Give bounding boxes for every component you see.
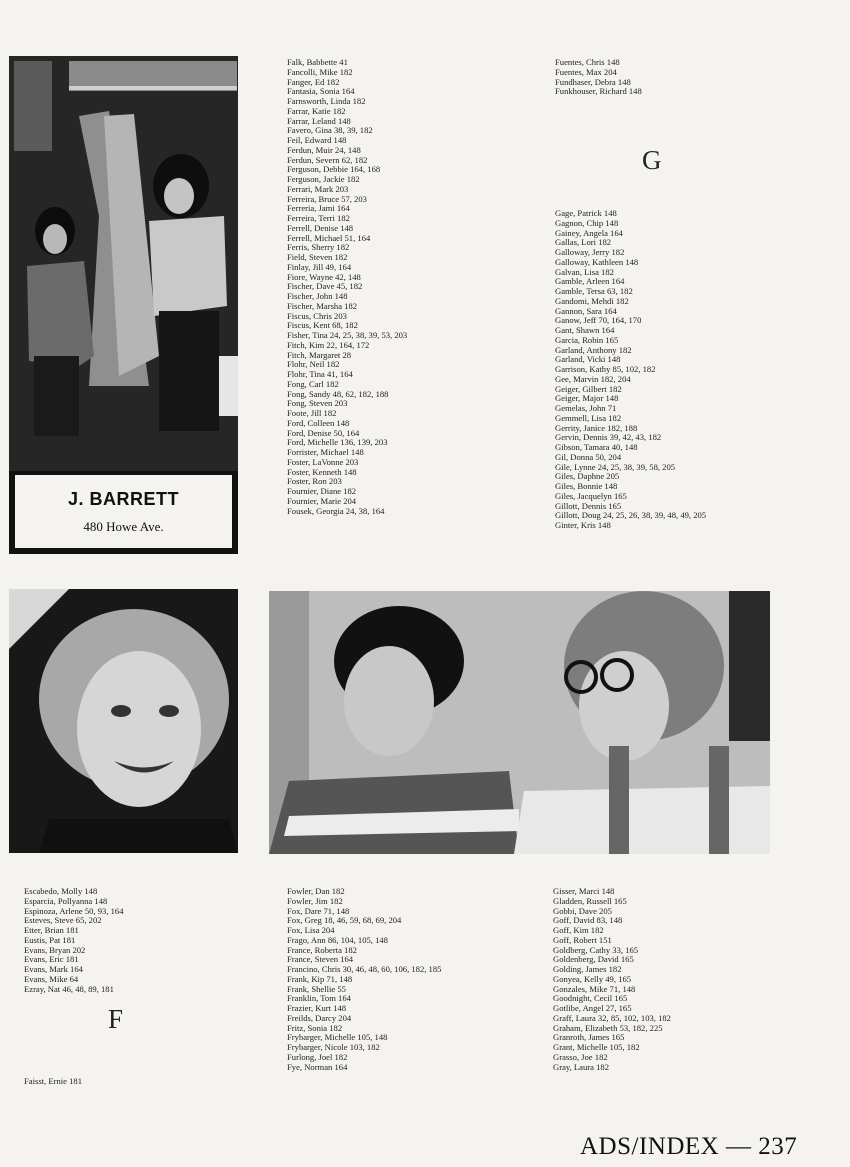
index-entry: Goodnight, Cecil 165 (553, 993, 628, 1004)
index-entry: Ferreira, Bruce 57, 203 (287, 193, 367, 204)
index-entry: Goff, Robert 151 (553, 934, 612, 945)
index-entry: Evans, Mike 64 (24, 973, 79, 984)
ad-photo (9, 56, 238, 471)
index-entry: Fong, Carl 182 (287, 378, 339, 389)
index-entry: Giles, Jacquelyn 165 (555, 490, 627, 501)
index-entry: Fye, Norman 164 (287, 1061, 348, 1072)
index-column-left-bottom (24, 887, 124, 994)
index-entry: Fitch, Margaret 28 (287, 349, 352, 360)
index-entry: Ferrell, Michael 51, 164 (287, 232, 371, 243)
index-entry: Frank, Kip 71, 148 (287, 973, 353, 984)
index-entry: Gerrity, Janice 182, 188 (555, 422, 638, 433)
index-entry: Gannon, Sara 164 (555, 305, 617, 316)
index-entry: Flohr, Tina 41, 164 (287, 369, 353, 379)
index-entry: Farrar, Leland 148 (287, 115, 351, 126)
index-entry: Francino, Chris 30, 46, 48, 60, 106, 182, 185 (287, 964, 442, 974)
index-entry: Funkhouser, Richard 148 (555, 86, 642, 97)
index-entry: Goff, David 83, 148 (553, 915, 623, 926)
index-entry: Fuentes, Max 204 (555, 66, 617, 77)
index-entry: Frank, Shellie 55 (287, 983, 346, 994)
index-entry: Foote, Jill 182 (287, 408, 337, 418)
index-entry: Falk, Babbette 41 (287, 57, 348, 67)
index-entry: Ford, Denise 50, 164 (287, 427, 360, 438)
index-entry: Ferris, Sherry 182 (287, 242, 350, 253)
index-entry: Ferguson, Jackie 182 (287, 174, 360, 184)
index-entry: Espinoza, Arlene 50, 93, 164 (24, 905, 124, 916)
index-entry: Fanger, Ed 182 (287, 76, 340, 87)
index-entry: Gage, Patrick 148 (555, 208, 617, 218)
index-entry: Gray, Laura 182 (553, 1061, 609, 1072)
index-entry: Golding, James 182 (553, 964, 622, 974)
index-entry: Fischer, John 148 (287, 291, 348, 301)
index-entry: Furlong, Joel 182 (287, 1051, 348, 1062)
index-entry: Gibson, Tamara 40, 148 (555, 442, 638, 452)
index-entry: Gagnon, Chip 148 (555, 217, 619, 228)
index-entry: Gamble, Tersa 63, 182 (555, 286, 633, 296)
index-entry: Gemelas, John 71 (555, 403, 617, 413)
index-entry: Feil, Edward 148 (287, 135, 347, 145)
index-entry: Esteves, Steve 65, 202 (24, 915, 102, 926)
page-footer: ADS/INDEX — 237 (580, 1133, 798, 1160)
index-entry: Granroth, James 165 (553, 1032, 625, 1043)
index-entry: Field, Steven 182 (287, 252, 348, 262)
index-entry: Frybarger, Michelle 105, 148 (287, 1032, 388, 1043)
portrait-photo-image (9, 589, 238, 853)
index-entry: Ginter, Kris 148 (555, 520, 611, 530)
index-entry: Fisher, Tina 24, 25, 38, 39, 53, 203 (287, 330, 408, 340)
index-entry: Etter, Brian 181 (24, 925, 79, 935)
index-entry: Gladden, Russell 165 (553, 895, 627, 906)
index-entry: Foster, LaVonne 203 (287, 456, 359, 467)
index-entry: Garland, Anthony 182 (555, 344, 632, 355)
index-entry: Fox, Dare 71, 148 (287, 905, 350, 916)
index-entry: Gillott, Dennis 165 (555, 500, 622, 511)
index-entry: Franklin, Tom 164 (287, 993, 351, 1004)
index-entry: Fournier, Marie 204 (287, 495, 357, 506)
index-entry: Gile, Lynne 24, 25, 38, 39, 58, 205 (555, 461, 676, 472)
section-letter-f: F (108, 1004, 124, 1034)
index-entry: Fowler, Jim 182 (287, 895, 343, 906)
index-entry: France, Roberta 182 (287, 944, 357, 955)
index-entry: Fiscus, Kent 68, 182 (287, 320, 358, 331)
index-entry: Geiger, Gilbert 182 (555, 383, 622, 394)
index-entry: Gotlibe, Angel 27, 165 (553, 1003, 632, 1013)
index-entry: Garcia, Robin 165 (555, 334, 619, 345)
index-entry: Fournier, Diane 182 (287, 486, 357, 496)
index-entry: Galloway, Kathleen 148 (555, 256, 639, 267)
index-entry: Ferreira, Terri 182 (287, 213, 350, 223)
index-entry: Evans, Mark 164 (24, 964, 83, 974)
index-entry: Fundhaser, Debra 148 (555, 76, 631, 87)
index-entry: Farrar, Katie 182 (287, 105, 346, 116)
index-entry: Foster, Kenneth 148 (287, 466, 357, 477)
index-column-mid-bottom (287, 887, 441, 1072)
index-entry: Eustis, Pat 181 (24, 934, 76, 945)
index-entry: Esparcia, Pollyanna 148 (24, 895, 108, 906)
index-entry: Fong, Sandy 48, 62, 182, 188 (287, 388, 389, 399)
index-entry: Geiger, Major 148 (555, 393, 619, 404)
index-entry: Goldberg, Cathy 33, 165 (553, 944, 639, 955)
index-entry: Goldenberg, David 165 (553, 954, 634, 965)
index-entry: Garrison, Kathy 85, 102, 182 (555, 364, 656, 374)
index-entry: Ford, Michelle 136, 139, 203 (287, 437, 388, 448)
index-entry: Forrister, Michael 148 (287, 447, 364, 457)
index-entry: Evans, Bryan 202 (24, 944, 86, 955)
index-entry: Fritz, Sonia 182 (287, 1022, 343, 1033)
index-entry: Fox, Lisa 204 (287, 925, 335, 935)
index-entry: Ferreria, Jami 164 (287, 203, 350, 214)
index-entry: Gee, Marvin 182, 204 (555, 373, 631, 384)
index-entry: Galloway, Jerry 182 (555, 247, 625, 257)
index-entry: Ferguson, Debbie 164, 168 (287, 164, 381, 175)
index-entry: Gallas, Lori 182 (555, 237, 612, 248)
students-photo (269, 591, 770, 854)
index-entry: Fancolli, Mike 182 (287, 66, 353, 77)
index-entry: Foster, Ron 203 (287, 476, 342, 487)
index-entry: Fowler, Dan 182 (287, 886, 345, 896)
ad-photo-image (9, 56, 238, 471)
index-entry: Gamble, Arleen 164 (555, 276, 625, 287)
index-entry: Gobbi, Dave 205 (553, 905, 612, 916)
index-column-right-top-b (555, 209, 706, 531)
index-entry: Gemmell, Lisa 182 (555, 412, 622, 423)
index-entry: Evans, Eric 181 (24, 954, 79, 965)
index-entry: Flohr, Neil 182 (287, 359, 340, 370)
index-entry: Ferdun, Muir 24, 148 (287, 144, 361, 155)
index-column-left-bottom-b (24, 1077, 82, 1087)
index-entry: Gervin, Dennis 39, 42, 43, 182 (555, 432, 662, 443)
index-entry: Graham, Elizabeth 53, 182, 225 (553, 1022, 663, 1033)
index-entry: Gisser, Marci 148 (553, 886, 615, 896)
index-entry: Fousek, Georgia 24, 38, 164 (287, 505, 385, 516)
ad-sign (15, 475, 232, 548)
index-entry: Ford, Colleen 148 (287, 417, 350, 428)
index-entry: Favero, Gina 38, 39, 182 (287, 125, 373, 136)
index-entry: Gonyea, Kelly 49, 165 (553, 973, 632, 984)
index-column-right-bottom (553, 887, 671, 1072)
index-entry: Ezray, Nat 46, 48, 89, 181 (24, 983, 114, 994)
index-entry: Gillott, Doug 24, 25, 26, 38, 39, 48, 49, 205 (555, 510, 707, 521)
index-entry: Gil, Donna 50, 204 (555, 451, 622, 462)
index-entry: Frazier, Kurt 148 (287, 1003, 347, 1013)
index-entry: Giles, Daphne 205 (555, 471, 620, 482)
students-photo-image (269, 591, 770, 854)
index-entry: Farnsworth, Linda 182 (287, 96, 366, 106)
index-entry: Gainey, Angela 164 (555, 227, 623, 238)
advertisement (9, 56, 238, 554)
section-letter-g: G (642, 145, 662, 175)
index-column-right-top-a (555, 58, 642, 97)
index-entry: Finlay, Jill 49, 164 (287, 261, 352, 272)
index-entry: Ferrell, Denise 148 (287, 222, 354, 233)
index-entry: Grasso, Joe 182 (553, 1051, 608, 1062)
index-entry: Goff, Kim 182 (553, 925, 604, 935)
index-entry: Garland, Vicki 148 (555, 354, 621, 365)
index-entry: Frybarger, Nicole 103, 182 (287, 1042, 380, 1052)
index-entry: Galvan, Lisa 182 (555, 266, 614, 277)
index-entry: Fantasia, Sonia 164 (287, 86, 355, 97)
index-entry: Gant, Shawn 164 (555, 325, 615, 335)
index-entry: Ganow, Jeff 70, 164, 170 (555, 315, 642, 326)
index-entry: France, Steven 164 (287, 954, 354, 965)
index-entry: Fischer, Marsha 182 (287, 300, 358, 311)
ad-business-name: J. BARRETT (67, 489, 179, 509)
index-entry: Fiore, Wayne 42, 148 (287, 271, 361, 282)
index-entry: Graff, Laura 32, 85, 102, 103, 182 (553, 1012, 671, 1023)
index-entry: Gandomi, Mehdi 182 (555, 295, 629, 306)
index-column-mid-top (287, 58, 407, 516)
index-entry: Escabedo, Molly 148 (24, 886, 98, 896)
index-entry: Giles, Bonnie 148 (555, 481, 618, 491)
index-entry: Fuentes, Chris 148 (555, 57, 620, 67)
index-entry: Faisst, Ernie 181 (24, 1076, 83, 1086)
index-entry: Ferrari, Mark 203 (287, 183, 349, 194)
index-entry: Fitch, Kim 22, 164, 172 (287, 339, 370, 350)
index-entry: Fischer, Dave 45, 182 (287, 281, 363, 292)
index-entry: Fong, Steven 203 (287, 398, 348, 409)
index-entry: Fox, Greg 18, 46, 59, 68, 69, 204 (287, 915, 402, 926)
ad-address: 480 Howe Ave. (83, 519, 164, 534)
index-entry: Gonzales, Mike 71, 148 (553, 983, 636, 994)
portrait-photo (9, 589, 238, 853)
index-entry: Ferdun, Severn 62, 182 (287, 154, 368, 165)
index-entry: Frago, Ann 86, 104, 105, 148 (287, 934, 388, 945)
index-entry: Freilds, Darcy 204 (287, 1012, 352, 1023)
index-entry: Fiscus, Chris 203 (287, 310, 347, 321)
index-entry: Grant, Michelle 105, 182 (553, 1042, 640, 1052)
